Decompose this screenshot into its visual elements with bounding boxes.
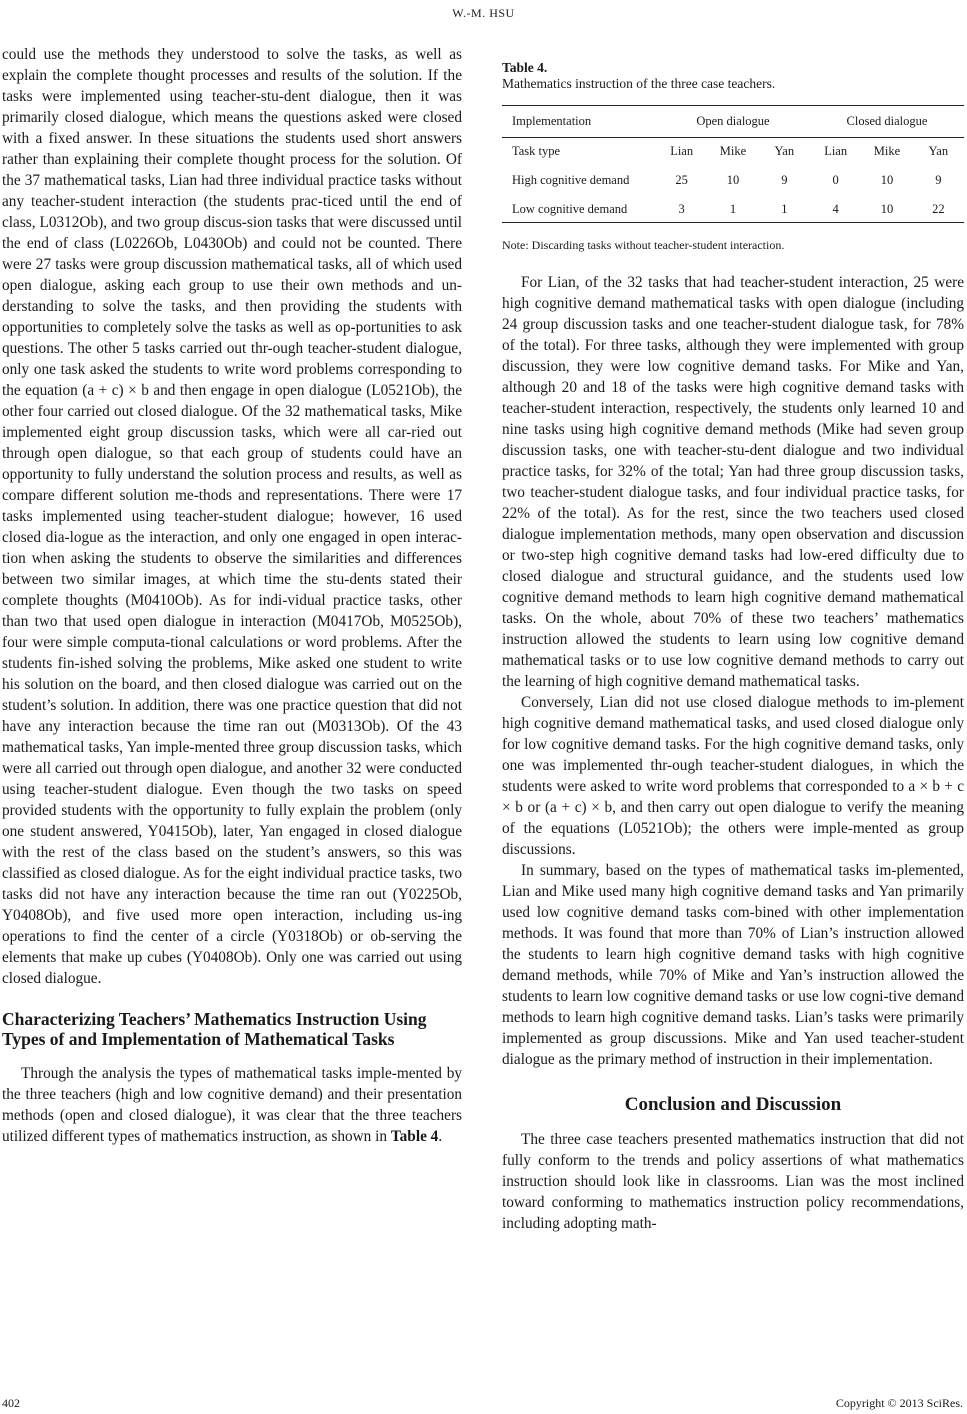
header-teacher: Lian [670, 143, 694, 158]
row-label: High cognitive demand [512, 173, 630, 187]
paragraph-text: Through the analysis the types of mathematical tasks imple-mented by the three teachers (high and low cognitive demand) and their presentation methods (open and closed dialogue), it was clear that the three teachers utilized different types of mathematics instruction, as shown in [2, 1065, 462, 1145]
body-paragraph: For Lian, of the 32 tasks that had teacher-student interaction, 25 were high cognitive demand mathematical tasks with open dialogue (including 24 group discussion tasks and one teacher-student dialogue task, for 78% of the total). For three tasks, although they were implemented with group discussion, they were low cognitive demand tasks. For Mike and Yan, although 20 and 18 of the tasks were high cognitive demand tasks with teacher-student interaction, respectively, the students only learned 10 and nine tasks using high cognitive demand methods (Mike had seven group discussion tasks, one with teacher-stu-dent dialogue and two individual practice tasks, for 32% of the total; Yan had three group discussion tasks, two teacher-student dialogue tasks, and four individual practice tasks, for 22% of the total). As for the rest, since the two teachers used closed dialogue implementation methods, many open observation and discussion or two-step high cognitive demand tasks had low-ered difficulty due to closed dialogue and structural guidance, and the students used low cognitive demand methods to learn high cognitive demand mathematical tasks. On the whole, about 70% of these two teachers’ mathematics instruction allowed the students to learn using low cognitive demand mathematical tasks or to use low cognitive demand methods to carry out the learning of high cognitive demand mathematical tasks. [502, 274, 964, 690]
header-implementation: Implementation [502, 106, 656, 138]
header-teacher: Lian [824, 143, 848, 158]
table-cell: 10 [726, 173, 740, 187]
table-row [502, 164, 964, 196]
right-column [502, 44, 964, 1234]
table-cell: 1 [781, 201, 788, 216]
table-caption: Mathematics instruction of the three case teachers. [502, 76, 776, 91]
header-open-dialogue: Open dialogue [656, 106, 810, 138]
table-cell: 1 [729, 201, 737, 216]
section-heading: Conclusion and Discussion [624, 1094, 842, 1115]
body-paragraph: The three case teachers presented mathematics instruction that did not fully conform to the trends and policy assertions of what mathematics instruction should look like in classrooms. Lian was the most inclined toward conforming to mathematics instruction policy recommendations, including adopting math- [502, 1131, 964, 1232]
table-title [502, 60, 964, 92]
row-label: Low cognitive demand [512, 201, 628, 216]
left-column [2, 44, 462, 1147]
table-row [502, 196, 964, 223]
table-cell: 0 [832, 173, 839, 187]
table-note: Note: Discarding tasks without teacher-student interaction. [502, 238, 785, 252]
table-reference: Table 4 [390, 1128, 439, 1145]
table-cell: 10 [880, 173, 894, 187]
running-head: W.-M. HSU [452, 6, 515, 20]
table-4 [502, 105, 964, 223]
header-teacher: Mike [873, 143, 901, 158]
table-label: Table 4. [502, 60, 548, 75]
table-cell: 4 [832, 201, 839, 216]
table-cell: 9 [935, 173, 942, 187]
body-paragraph: could use the methods they understood to solve the tasks, as well as explain the complete thought processes and results of the solution. If the tasks were implemented using teacher-stu-dent dialogue, then it was primarily closed dialogue, which means the questions asked were closed with a fixed answer. In these situations the students used short answers rather than explaining their complete thought process for the solution. Of the 37 mathematical tasks, Lian had three individual practice tasks without any teacher-student interaction (the students prac-ticed until the end of class, L0312Ob), and two group discus-sion tasks that were discussed until the end of class (L0226Ob, L0430Ob) and could not be counted. There were 27 tasks were group discussion mathematical tasks, all of which used open dialogue, asking each group to use their own methods and un-derstanding to solve the tasks, and then providing the students with opportunities to completely solve the tasks as well as op-portunities to ask questions. The other 5 tasks carried out thr-ough teacher-student dialogue, only one task asked the students to write word problems corresponding to the equation (a + c) × b and then engage in open dialogue (L0521Ob), the other four carried out closed dialogue. Of the 32 mathematical tasks, Mike implemented eight group discussion tasks, which were all car-ried out through open dialogue, so that each group of students could have an opportunity to fully understand the solution process and results, as well as compare different solution me-thods and representations. There were 17 tasks implemented using teacher-student dialogue; however, 16 used closed dia-logue as the interaction, and only one engaged in open interac-tion when asking the students to observe the similarities and differences between two similar images, at which time the stu-dents stated their complete thoughts (M0410Ob). As for indi-vidual practice tasks, other than two that used open dialogue in interaction (M0417Ob, M0525Ob), four were simple computa-tional calculations or word problems. After the students fin-ished solving the problems, Mike asked one student to write his solution on the board, and then closed dialogue was carried out on the student’s solution. In addition, there was one practice question that did not have any interaction because the time ran out (M0313Ob). Of the 43 mathematical tasks, Yan imple-mented three group discussion tasks, which were all carried out through open dialogue, and another 32 were conducted using teacher-student dialogue. Even though the two tasks on speed provided students with the opportunity to fully explain the problem (only one student answered, Y0415Ob), later, Yan engaged in closed dialogue with the rest of the class based on the student’s answers, so this was classified as closed dialogue. As for the eight individual practice tasks, two tasks did not have any interaction because the time ran out (Y0225Ob, Y0408Ob), and five used more open interaction, including us-ing operations to find the center of a circle (Y0318Ob) or ob-serving the elements that make up cubes (Y0408Ob). Only one was carried out using closed dialogue. [2, 46, 462, 987]
table-cell: 3 [678, 201, 685, 216]
table-cell: 9 [781, 173, 788, 187]
table-subheader-row [502, 138, 964, 165]
body-paragraph: In summary, based on the types of mathematical tasks im-plemented, Lian and Mike used many high cognitive demand tasks and Yan primarily used low cognitive demand tasks com-bined with other implementation methods. It was found that more than 70% of Lian’s instruction allowed the students to learn high cognitive demand tasks with high cognitive demand methods, while 70% of Mike and Yan’s instruction allowed the students to learn low cognitive demand tasks or use low cogni-tive demand methods to learn high cognitive demand tasks. Lian’s tasks were primarily implemented as group discussions. Mike and Yan used teacher-student dialogue as the primary method of instruction in their implementation. [502, 862, 964, 1068]
body-paragraph: Conversely, Lian did not use closed dialogue methods to im-plement high cognitive demand mathematical tasks, and used closed dialogue only for low cognitive demand tasks. For the high cognitive demand tasks, only one was implemented thr-ough teacher-student dialogues, in which the students were asked to write word problems that corresponded to a × b + c × b or (a + c) × b, and then carry out open dialogue to verify the meaning of the equations (L0521Ob); the others were imple-mented as group discussions. [502, 694, 964, 858]
body-paragraph [2, 1063, 462, 1147]
section-heading: Characterizing Teachers’ Mathematics Instruction Using Types of and Implementation of Mathematical Tasks [2, 1009, 427, 1049]
header-closed-dialogue: Closed dialogue [810, 106, 964, 138]
header-teacher: Yan [774, 143, 795, 158]
table-cell: 22 [932, 201, 945, 216]
copyright-notice: Copyright © 2013 SciRes. [835, 1396, 963, 1410]
page-number: 402 [2, 1396, 20, 1410]
table-cell: 25 [675, 173, 688, 187]
header-task-type: Task type [512, 143, 561, 158]
header-teacher: Yan [928, 143, 949, 158]
table-cell: 10 [880, 201, 894, 216]
paragraph-text: . [438, 1128, 443, 1145]
header-teacher: Mike [719, 143, 747, 158]
table-header-row [502, 106, 964, 138]
